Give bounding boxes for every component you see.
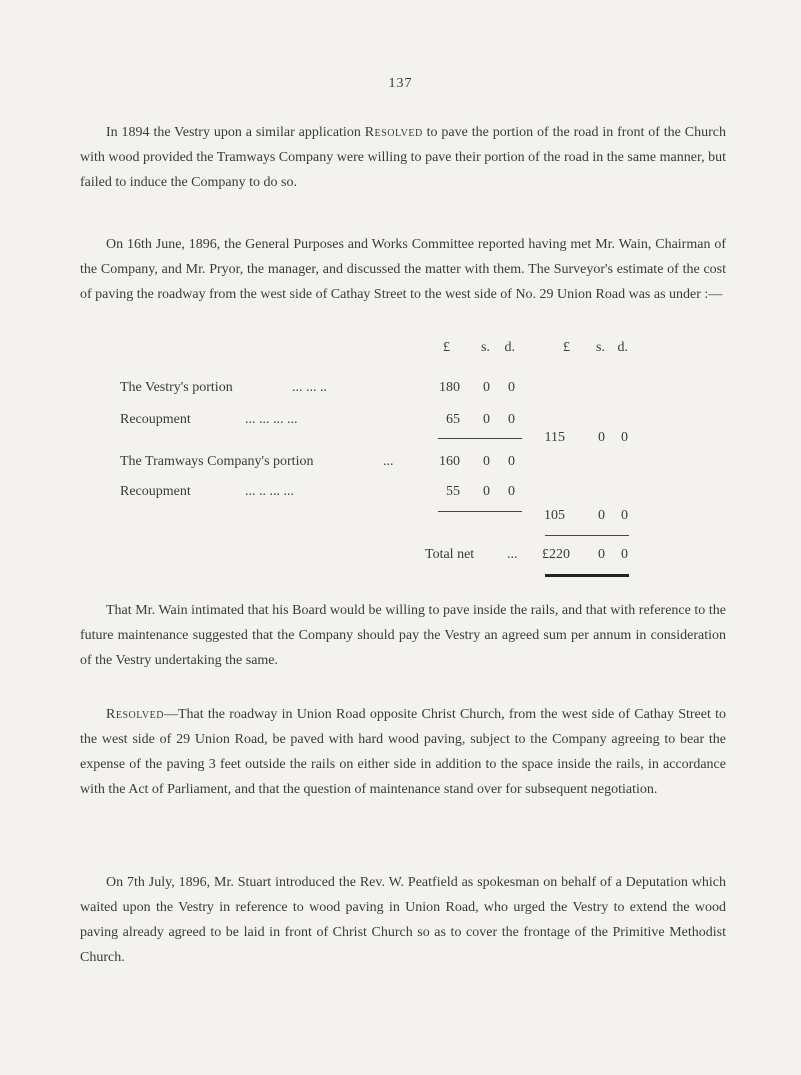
row-label-tramways-portion: The Tramways Company's portion: [120, 454, 314, 469]
paragraph-text: to pave the portion of the road in front of the Church with wood provided the Tramways Company were willing to pave their portion of the road in the same manner, but failed to induce the Company to do so.: [80, 125, 726, 190]
row-label-recoupment: Recoupment: [120, 412, 191, 427]
row-shillings: 0: [483, 454, 490, 469]
total-pence: 0: [621, 547, 628, 562]
subtotal-pounds: 115: [544, 430, 565, 445]
row-pounds: 180: [439, 380, 460, 395]
header-shillings-1: s.: [481, 340, 490, 355]
total-shillings: 0: [598, 547, 605, 562]
paragraph-text: —That the roadway in Union Road opposite Christ Church, from the west side of Cathay Street to the west side of 29 Union Road, be paved with hard wood paving, subject to the Company agreeing to bear the expense of the paving 3 feet outside the rails on either side in addition to the space inside the rails, in accordance with the Act of Parliament, and that the question of maintenance stand over for subsequent negotiation.: [80, 707, 726, 797]
row-shillings: 0: [483, 484, 490, 499]
leader-dots: ... .. ... ...: [245, 484, 294, 499]
paragraph-deputation: On 7th July, 1896, Mr. Stuart introduced the Rev. W. Peatfield as spokesman on behalf of a Deputation which waited upon the Vestry in reference to wood paving in Union Road, who urged the Vestry to extend the wood paving already agreed to be laid in front of Christ Church so as to cover the frontage of the Primitive Methodist Church.: [80, 875, 726, 965]
row-label-recoupment: Recoupment: [120, 484, 191, 499]
total-label: Total net: [425, 547, 475, 562]
resolved-keyword: Resolved: [364, 125, 423, 140]
leader-dots: ... ... ... ...: [245, 412, 298, 427]
row-pence: 0: [508, 484, 515, 499]
header-shillings-2: s.: [596, 340, 605, 355]
page-number: 137: [388, 76, 413, 91]
subtotal-pounds: 105: [544, 508, 565, 523]
row-pence: 0: [508, 454, 515, 469]
leader-dots: ...: [507, 547, 518, 562]
subtotal-pence: 0: [621, 508, 628, 523]
leader-dots: ...: [383, 454, 394, 469]
total-pounds: £220: [542, 547, 570, 562]
row-pounds: 160: [439, 454, 460, 469]
row-pence: 0: [508, 412, 515, 427]
row-shillings: 0: [483, 412, 490, 427]
total-rule: [545, 535, 629, 536]
subtotal-rule: [438, 511, 522, 512]
header-pence-2: d.: [617, 340, 628, 355]
header-pence-1: d.: [504, 340, 515, 355]
row-shillings: 0: [483, 380, 490, 395]
leader-dots: ... ... ..: [292, 380, 327, 395]
row-pence: 0: [508, 380, 515, 395]
paragraph-text: In 1894 the Vestry upon a similar application: [106, 125, 365, 140]
paragraph-wain-intimation: That Mr. Wain intimated that his Board would be willing to pave inside the rails, and that with reference to the future maintenance suggested that the Company should pay the Vestry an agreed sum per annum in consideration of the Vestry undertaking the same.: [80, 603, 726, 668]
row-label-vestry-portion: The Vestry's portion: [120, 380, 233, 395]
subtotal-shillings: 0: [598, 430, 605, 445]
total-double-rule: [545, 574, 629, 577]
paragraph-1894-application: [80, 120, 726, 195]
row-pounds: 65: [446, 412, 460, 427]
subtotal-rule: [438, 438, 522, 439]
header-pounds-2: £: [563, 340, 570, 355]
resolved-keyword: Resolved: [106, 707, 164, 722]
paragraph-committee-report: On 16th June, 1896, the General Purposes and Works Committee reported having met Mr. Wain, Chairman of the Company, and Mr. Pryor, the manager, and discussed the matter with them. The Surveyor's estimate of the cost of paving the roadway from the west side of Cathay Street to the west side of No. 29 Union Road was as under :—: [80, 237, 726, 302]
paragraph-resolution: [80, 702, 726, 802]
subtotal-shillings: 0: [598, 508, 605, 523]
subtotal-pence: 0: [621, 430, 628, 445]
header-pounds-1: £: [443, 340, 450, 355]
row-pounds: 55: [446, 484, 460, 499]
